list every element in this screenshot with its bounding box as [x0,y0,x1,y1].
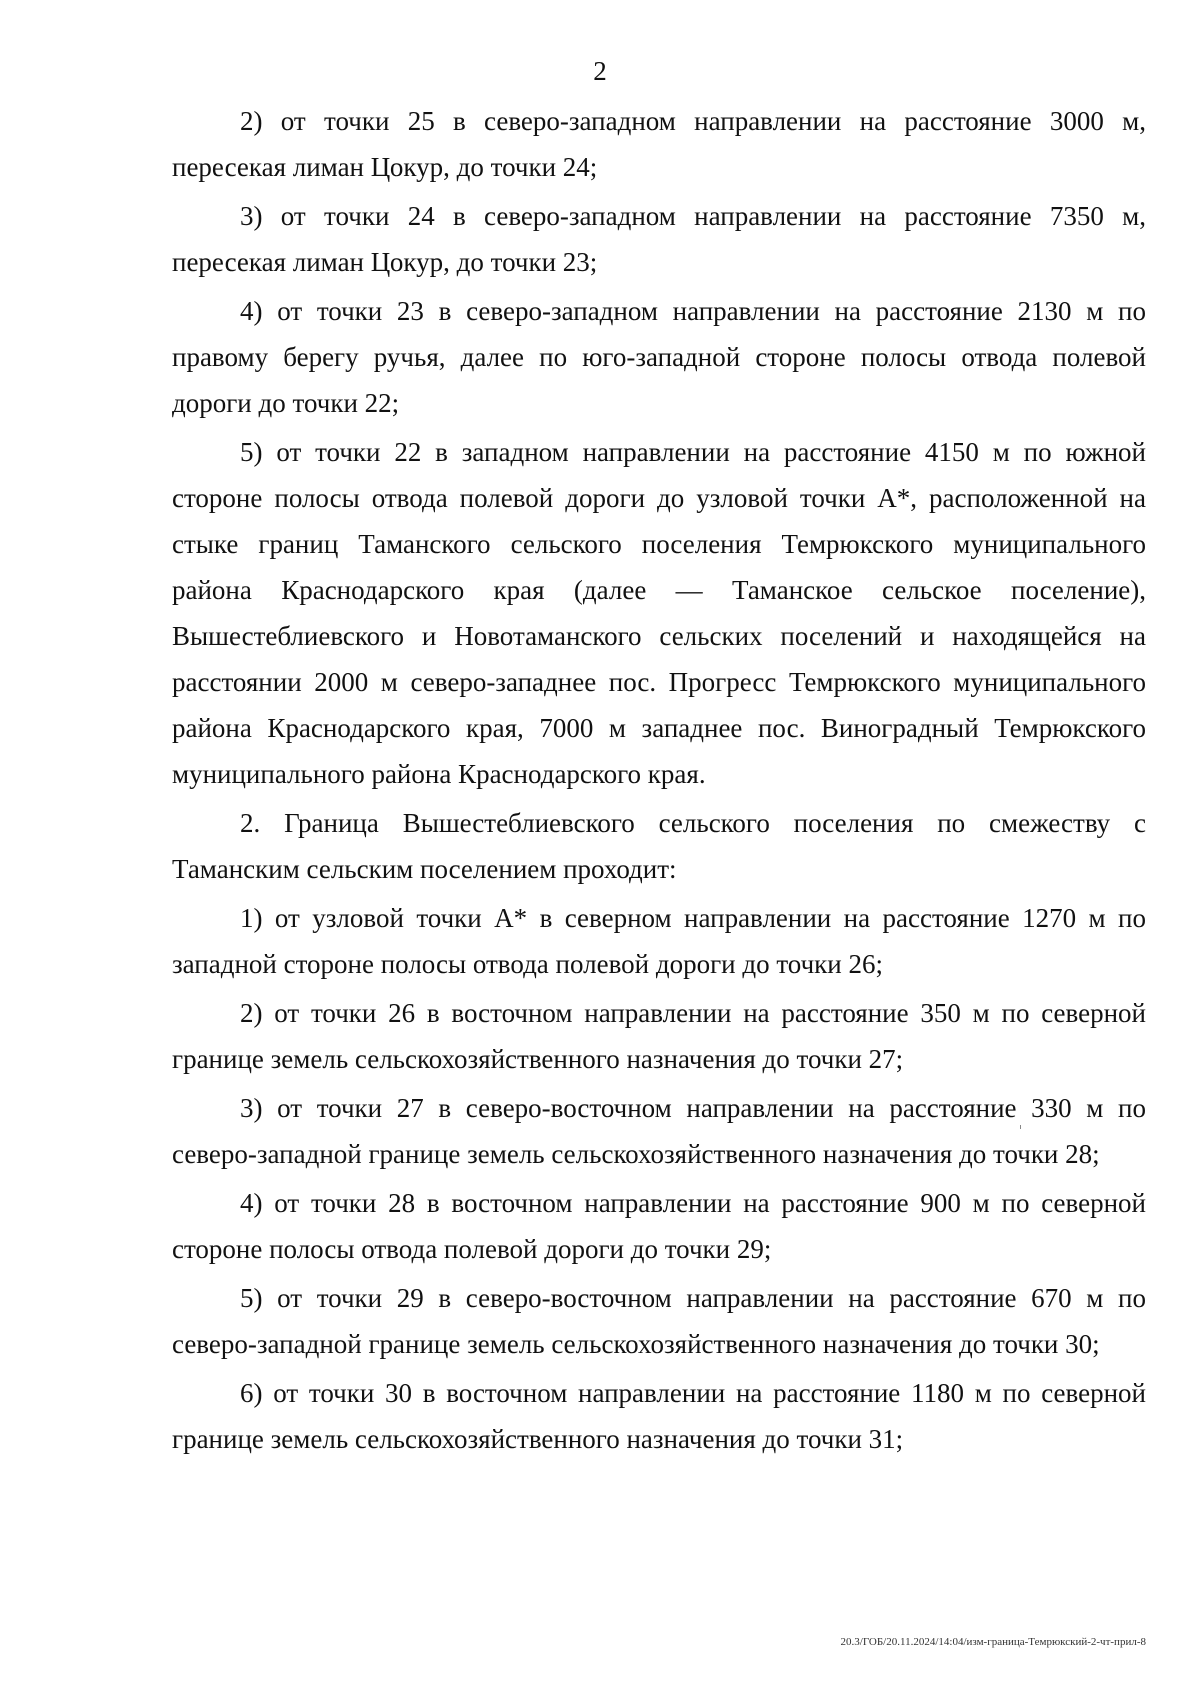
paragraph-section-2: 2. Граница Вышестеблиевского сельского поселения по смежеству с Таманским сельским поселением проходит: [172,808,1146,884]
paragraph-item-3: 3) от точки 24 в северо-западном направлении на расстояние 7350 м, пересекая лиман Цокур, до точки 23; [172,201,1146,277]
scan-speck [1020,1125,1021,1129]
paragraph-item-2: 2) от точки 25 в северо-западном направлении на расстояние 3000 м, пересекая лиман Цокур, до точки 24; [172,106,1146,182]
document-footer-code: 20.3/ГОБ/20.11.2024/14:04/изм-граница-Темрюкский-2-чт-прил-8 [840,1636,1146,1648]
paragraph-s2-item-3: 3) от точки 27 в северо-восточном направлении на расстояние 330 м по северо-западной границе земель сельскохозяйственного назначения до точки 28; [172,1093,1146,1169]
paragraph-s2-item-5: 5) от точки 29 в северо-восточном направлении на расстояние 670 м по северо-западной границе земель сельскохозяйственного назначения до точки 30; [172,1283,1146,1359]
paragraph-s2-item-2: 2) от точки 26 в восточном направлении на расстояние 350 м по северной границе земель сельскохозяйственного назначения до точки 27; [172,998,1146,1074]
paragraph-item-5: 5) от точки 22 в западном направлении на расстояние 4150 м по южной стороне полосы отвода полевой дороги до узловой точки А*, расположенной на стыке границ Таманского сельского поселения Темрюкского муниципального района Краснодарского края (далее — Таманское сельское поселение), Вышестеблиевского и Новотаманского сельских поселений и находящейся на расстоянии 2000 м северо-западнее пос. Прогресс Темрюкского муниципального района Краснодарского края, 7000 м западнее пос. Виноградный Темрюкского муниципального района Краснодарского края. [172,437,1146,789]
paragraph-s2-item-1: 1) от узловой точки А* в северном направлении на расстояние 1270 м по западной стороне полосы отвода полевой дороги до точки 26; [172,903,1146,979]
paragraph-item-4: 4) от точки 23 в северо-западном направлении на расстояние 2130 м по правому берегу ручья, далее по юго-западной стороне полосы отвода полевой дороги до точки 22; [172,296,1146,418]
paragraph-s2-item-4: 4) от точки 28 в восточном направлении на расстояние 900 м по северной стороне полосы отвода полевой дороги до точки 29; [172,1188,1146,1264]
paragraph-s2-item-6: 6) от точки 30 в восточном направлении на расстояние 1180 м по северной границе земель сельскохозяйственного назначения до точки 31; [172,1378,1146,1454]
page-number: 2 [593,56,607,86]
document-body [172,98,1146,1465]
